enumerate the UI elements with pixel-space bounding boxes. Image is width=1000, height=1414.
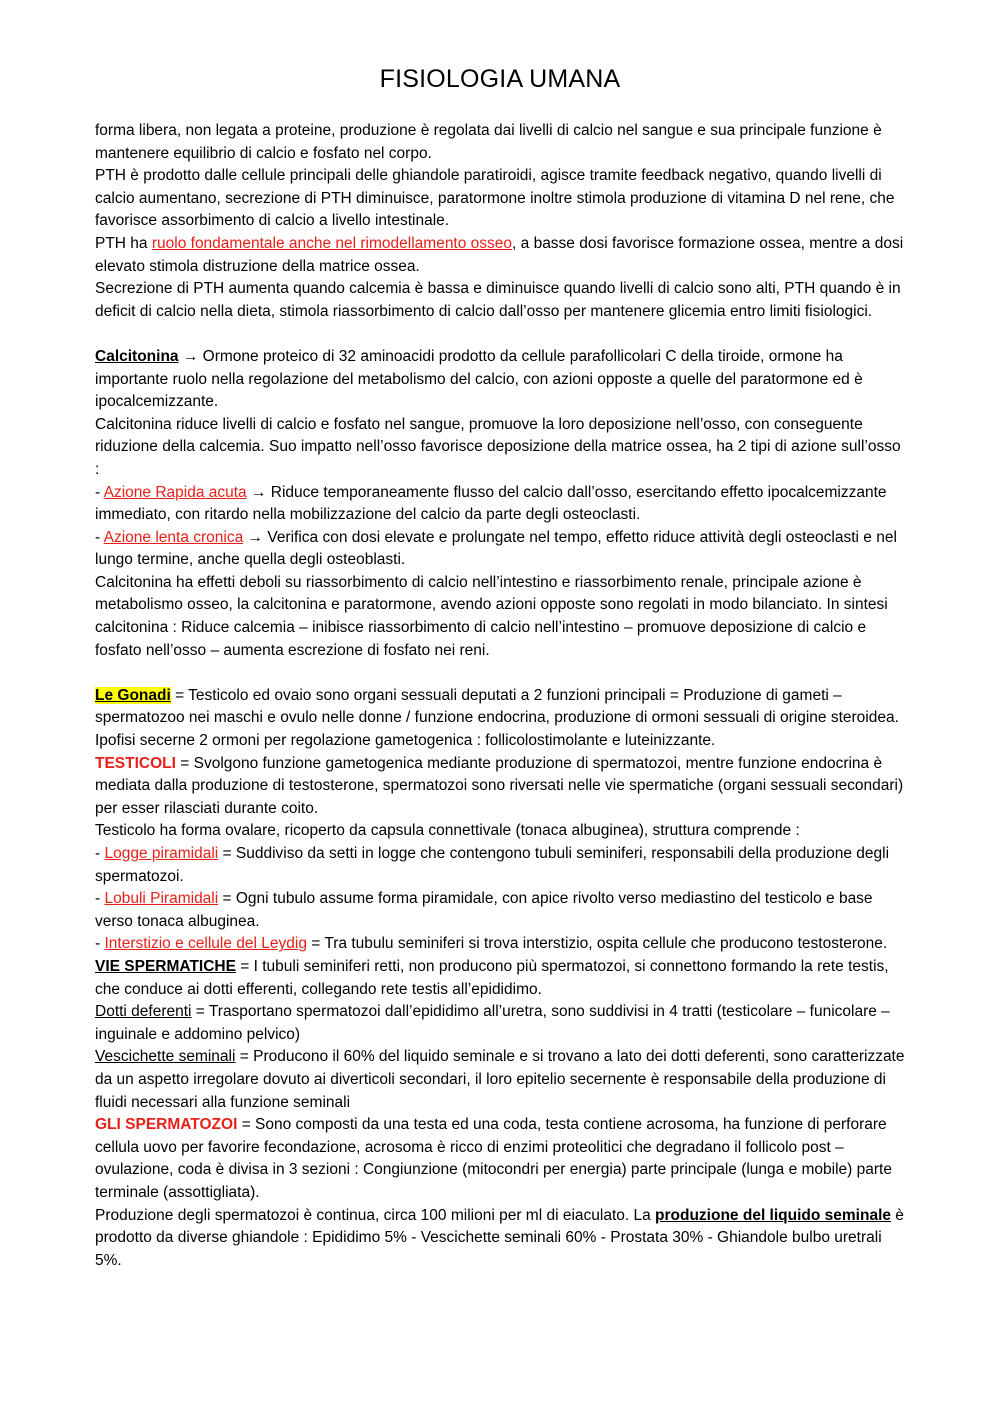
- page-title: FISIOLOGIA UMANA: [379, 65, 621, 93]
- bullet-dash: -: [95, 528, 104, 546]
- text: PTH è prodotto dalle cellule principali delle ghiandole paratiroidi, agisce tramite feedback negativo, quando livelli di calcio aumentano, secrezione di PTH diminuisce, paratormone inoltre stimola produzione di vitamina D nel rene, che favorisce assorbimento di calcio a livello intestinale.: [95, 167, 895, 230]
- paragraph-vie-spermatiche: [95, 956, 907, 1001]
- text: , a basse dosi favorisce formazione ossea, mentre a dosi elevato stimola distruzione della matrice ossea.: [95, 234, 904, 275]
- bullet-dash: -: [95, 483, 104, 501]
- text: Secrezione di PTH aumenta quando calcemia è bassa e diminuisce quando livelli di calcio sono alti, PTH quando è in deficit di calcio nella dieta, stimola riassorbimento di calcio dall’osso per mantenere glicemia entro limiti fisiologici.: [95, 280, 901, 320]
- label-lobuli: Lobuli Piramidali: [104, 890, 219, 908]
- text: = Suddiviso da setti in logge che contengono tubuli seminiferi, responsabili della produzione degli spermatozoi.: [95, 845, 890, 885]
- label-interstizio: Interstizio e cellule del Leydig: [104, 935, 307, 953]
- text: = Svolgono funzione gametogenica mediante produzione di spermatozoi, mentre funzione endocrina è mediata dalla produzione di testosterone, spermatozoi sono riversati nelle vie spermatiche (organi sessuali secondari) per esser rilasciati durante coito.: [95, 754, 904, 817]
- highlight-link-rimodellamento: ruolo fondamentale anche nel rimodellamento osseo: [151, 234, 513, 252]
- label-logge: Logge piramidali: [104, 845, 219, 862]
- list-item-azione-lenta: [95, 527, 907, 572]
- label-vescichette: Vescichette seminali: [95, 1048, 236, 1066]
- list-item-azione-rapida: [95, 482, 907, 527]
- text: = Ogni tubulo assume forma piramidale, con apice rivolto verso mediastino del testicolo e base verso tonaca albuginea.: [95, 890, 873, 930]
- text: Testicolo ha forma ovalare, ricoperto da capsula connettivale (tonaca albuginea), struttura comprende :: [95, 822, 800, 840]
- text: = Testicolo ed ovaio sono organi sessuali deputati a 2 funzioni principali = Produzione di gameti – spermatozoo nei maschi e ovulo nelle donne / funzione endocrina, produzione di ormoni sessuali di origine steroidea. Ipofisi secerne 2 ormoni per regolazione gametogenica : follicolostimolante e luteinizzante.: [95, 686, 899, 750]
- label-dotti-deferenti: Dotti deferenti: [95, 1003, 192, 1021]
- label-vie-spermatiche: VIE SPERMATICHE: [95, 957, 236, 975]
- text: forma libera, non legata a proteine, produzione è regolata dai livelli di calcio nel sangue e sua principale funzione è mantenere equilibrio di calcio e fosfato nel corpo.: [95, 122, 882, 162]
- text: → Verifica con dosi elevate e prolungate nel tempo, effetto riduce attività degli osteoclasti e nel lungo termine, anche quella degli osteoblasti.: [95, 528, 897, 569]
- text: Ormone proteico di 32 aminoacidi prodotto da cellule parafollicolari C della tiroide, ormone ha importante ruolo nella regolazione del metabolismo del calcio, con azioni opposte a quelle del paratormone ed è ipocalcemizzante.: [95, 347, 863, 411]
- label-azione-lenta: Azione lenta cronica: [103, 528, 244, 546]
- spacer: [95, 662, 907, 685]
- paragraph-spermatozoi: [95, 1114, 907, 1204]
- paragraph-produzione: [95, 1205, 907, 1273]
- paragraph-pth-1: [95, 120, 907, 165]
- text: = Sono composti da una testa ed una coda, testa contiene acrosoma, ha funzione di perforare cellula uovo per favorire fecondazione, acrosoma è ricco di enzimi proteolitici che degradano il follicolo post – ovulazione, coda è divisa in 3 sezioni : Congiunzione (mitocondri per energia) parte principale (lunga e mobile) parte terminale (assottigliata).: [95, 1116, 892, 1201]
- text: Calcitonina ha effetti deboli su riassorbimento di calcio nell’intestino e riassorbimento renale, principale azione è metabolismo osseo, la calcitonina e paratormone, avendo azioni opposte sono regolati in modo bilanciato. In sintesi calcitonina : Riduce calcemia – inibisce riassorbimento di calcio nell’intestino – promuove deposizione di calcio e fosfato nell’osso – aumenta escrezione di fosfato nei reni.: [95, 573, 888, 659]
- arrow-icon: →: [178, 347, 203, 365]
- list-item-lobuli: [95, 888, 907, 933]
- paragraph-dotti-deferenti: [95, 1001, 907, 1046]
- paragraph-testicoli: [95, 753, 907, 821]
- text: = I tubuli seminiferi retti, non producono più spermatozoi, si connettono formando la rete testis, che conduce ai dotti efferenti, collegando rete testis all’epididimo.: [95, 957, 889, 998]
- label-spermatozoi: GLI SPERMATOZOI: [95, 1116, 238, 1134]
- text: Calcitonina riduce livelli di calcio e fosfato nel sangue, promuove la loro deposizione nell’osso, con conseguente riduzione della calcemia. Suo impatto nell’osso favorisce deposizione della matrice ossea, ha 2 tipi di azione sull’osso :: [95, 415, 901, 478]
- paragraph-gonadi-2: [95, 820, 907, 843]
- spacer: [95, 323, 907, 346]
- text: = Producono il 60% del liquido seminale e si trovano a lato dei dotti deferenti, sono caratterizzate da un aspetto irregolare dovuto ai diverticoli secondari, il loro epitelio secernente è responsabile della produzione di fluidi necessari alla funzione seminali: [95, 1048, 905, 1111]
- document-body: [95, 120, 907, 1272]
- paragraph-pth-2: [95, 165, 907, 233]
- text: Produzione degli spermatozoi è continua, circa 100 milioni per ml di eiaculato. La: [95, 1206, 656, 1224]
- paragraph-vescichette: [95, 1046, 907, 1114]
- text: = Tra tubulu seminiferi si trova interstizio, ospita cellule che producono testosterone.: [306, 935, 888, 953]
- text: PTH ha: [95, 234, 152, 252]
- paragraph-pth-4: [95, 278, 907, 323]
- paragraph-calcitonina-1: [95, 346, 907, 414]
- label-azione-rapida: Azione Rapida acuta: [103, 483, 247, 501]
- paragraph-calcitonina-3: [95, 572, 907, 662]
- label-produzione-liquido: produzione del liquido seminale: [655, 1206, 891, 1224]
- bullet-dash: -: [95, 890, 105, 908]
- paragraph-gonadi-1: [95, 685, 907, 753]
- heading-calcitonina: Calcitonina: [95, 347, 179, 365]
- text: = Trasportano spermatozoi dall’epididimo all’uretra, sono suddivisi in 4 tratti (testicolare – funicolare – inguinale e addomino pelvico): [95, 1003, 890, 1043]
- paragraph-pth-3: [95, 233, 907, 278]
- list-item-interstizio: [95, 933, 907, 956]
- text: è prodotto da diverse ghiandole : Epididimo 5% - Vescichette seminali 60% - Prostata 30% - Ghiandole bulbo uretrali 5%.: [95, 1206, 904, 1269]
- bullet-dash: -: [95, 935, 105, 953]
- heading-gonadi: Le Gonadi: [95, 686, 171, 704]
- text: → Riduce temporaneamente flusso del calcio dall’osso, esercitando effetto ipocalcemizzante immediato, con ritardo nella mobilizzazione del calcio da parte degli osteoclasti.: [95, 483, 887, 524]
- label-testicoli: TESTICOLI: [95, 754, 176, 772]
- paragraph-calcitonina-2: [95, 414, 907, 482]
- bullet-dash: -: [95, 845, 105, 862]
- list-item-logge: [95, 843, 907, 888]
